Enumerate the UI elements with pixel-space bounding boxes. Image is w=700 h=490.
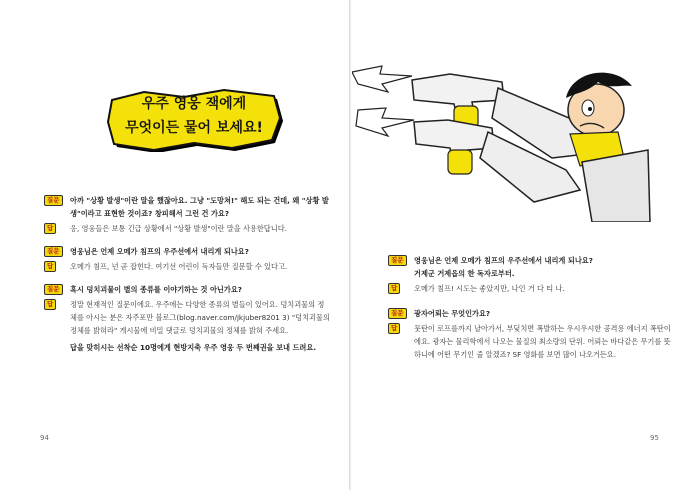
answer-text: 응, 영웅들은 보통 긴급 상황에서 "상황 발생"이란 말을 사용한답니다. [70, 224, 287, 233]
answer-text: 오메가 침프, 넌 곧 잡힌다. 여기선 어린이 독자들만 질문할 수 있다고. [70, 262, 288, 271]
qa-answer [374, 282, 674, 295]
page-number-left: 94 [40, 434, 49, 442]
answer-tag: 답 [388, 323, 400, 334]
question-text: 아까 "상황 발생"이란 말을 했잖아요. 그냥 "도망쳐!" 해도 되는 건데, 왜 "상황 발생"이라고 표현한 것이죠? 창피해서 그런 건 가요? [70, 196, 329, 218]
answer-tag: 답 [388, 283, 400, 294]
question-text: 광자어뢰는 무엇인가요? [414, 309, 491, 318]
qa-question [374, 307, 674, 320]
question-tag: 질문 [44, 195, 63, 206]
answer-bold-note: 답을 맞히시는 선착순 10명에게 현방지축 우주 영웅 두 번째권을 보내 드려요. [70, 343, 317, 352]
answer-tag: 답 [44, 299, 56, 310]
qa-question [374, 254, 674, 280]
answer-text: 뭇탄이 로프를까지 날아가서, 부딪치면 폭발하는 우시우시한 공격용 에너지 폭탄이에요. 광자는 물리학에서 나오는 물질의 최소량의 단위. 어뢰는 바다같은 무기를 뜻하니에 어떤 무기인 줄 알겠죠? SF 영화를 보면 많이 나오거든요. [414, 324, 671, 359]
question-tag: 질문 [44, 284, 63, 295]
answer-text: 오메가 침프! 시도는 좋았지만, 나인 거 다 티 나. [414, 284, 565, 293]
answer-text: 정말 현재적인 질문이에요. 우주에는 다양한 종류의 별들이 있어요. 덩치괴물의 정체를 아시는 분은 자주포만 블로그(blog.naver.com/jkjuber8201 3) "덩치괴물의 정체를 밝혀라" 게시물에 비밀 댓글로 덩치괴물의 정체를 밝혀 주세요. [70, 300, 330, 335]
title-line-1: 우주 영웅 잭에게 [141, 96, 247, 112]
qa-question [30, 245, 330, 258]
question-text: 영웅님은 언제 오메가 침프의 우주선에서 내리게 되나요? [414, 256, 593, 265]
qa-question [30, 194, 330, 220]
question-tag: 질문 [388, 308, 407, 319]
answer-tag: 답 [44, 261, 56, 272]
qa-answer [30, 298, 330, 354]
page-title [104, 92, 284, 140]
question-tag: 질문 [388, 255, 407, 266]
question-text: 혹시 덩치괴물이 별의 종류를 이야기하는 것 아닌가요? [70, 285, 242, 294]
title-line-2: 무엇이든 물어 보세요! [125, 120, 263, 136]
right-qa-list [374, 254, 674, 363]
book-gutter [349, 0, 351, 490]
qa-answer [30, 260, 330, 273]
qa-answer [374, 322, 674, 361]
qa-question [30, 283, 330, 296]
question-tag: 질문 [44, 246, 63, 257]
page-number-right: 95 [650, 434, 659, 442]
answer-tag: 답 [44, 223, 56, 234]
qa-answer [30, 222, 330, 235]
title-burst [104, 88, 284, 152]
left-qa-list [30, 194, 330, 356]
question-text: 영웅님은 언제 오메가 침프의 우주선에서 내리게 되나요? [70, 247, 249, 256]
question-signature: 거제군 거제읍의 한 독자로부터. [414, 269, 515, 278]
hero-with-blasters-illustration [352, 62, 652, 222]
